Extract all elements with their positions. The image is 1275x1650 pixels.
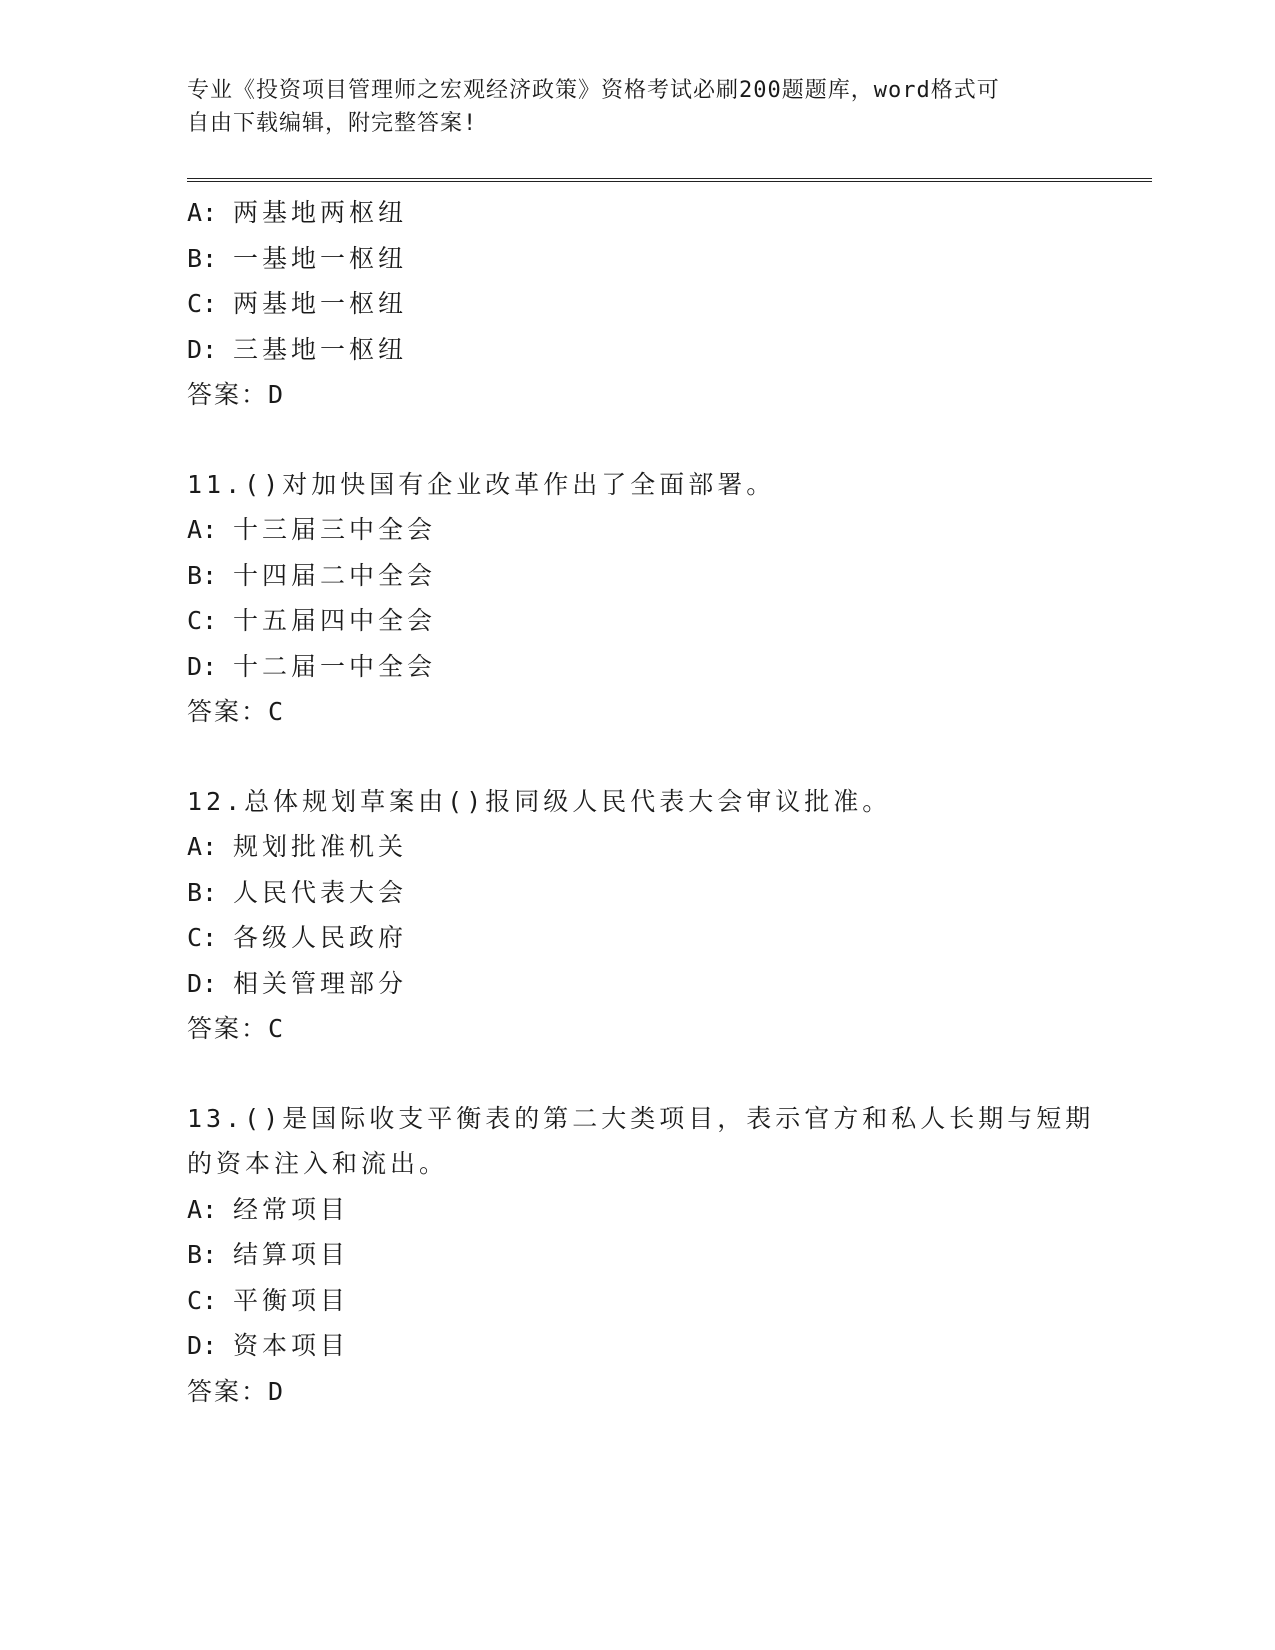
answer: 答案：D — [187, 1376, 286, 1406]
option-d — [187, 327, 1087, 373]
option-text: 三基地一枢纽 — [233, 334, 408, 364]
question-content — [187, 190, 1095, 1414]
option-text: 十二届一中全会 — [233, 651, 437, 681]
option-label: A: — [187, 198, 218, 227]
option-label: D: — [187, 334, 218, 364]
option-label: C: — [187, 1285, 218, 1315]
option-label: D: — [187, 651, 218, 681]
option-text: 相关管理部分 — [233, 968, 408, 998]
option-label: B: — [187, 877, 218, 907]
option-c — [187, 915, 1087, 961]
answer: 答案：C — [187, 1014, 286, 1043]
option-text: 人民代表大会 — [233, 877, 408, 907]
option-text: 十三届三中全会 — [233, 515, 437, 544]
spacer — [187, 735, 1087, 779]
option-label: A: — [187, 832, 218, 861]
option-b — [187, 236, 1087, 282]
option-text: 经常项目 — [233, 1194, 350, 1224]
option-label: B: — [187, 243, 218, 273]
question-12 — [187, 779, 1087, 1052]
option-text: 规划批准机关 — [233, 832, 408, 861]
option-a — [187, 1187, 1087, 1233]
question-13 — [187, 1096, 1095, 1415]
option-b — [187, 1232, 1087, 1278]
option-a — [187, 824, 1087, 870]
option-label: A: — [187, 515, 218, 544]
question-stem: 11.()对加快国有企业改革作出了全面部署。 — [187, 469, 776, 499]
option-label: C: — [187, 606, 218, 635]
option-b — [187, 870, 1087, 916]
option-label: B: — [187, 560, 218, 590]
option-b — [187, 553, 1087, 599]
option-text: 两基地一枢纽 — [233, 289, 408, 318]
option-text: 各级人民政府 — [233, 923, 408, 952]
option-label: A: — [187, 1194, 218, 1224]
option-a — [187, 190, 1087, 236]
answer: 答案：C — [187, 697, 286, 726]
question-stem-line-1: 13.()是国际收支平衡表的第二大类项目，表示官方和私人长期与短期 — [187, 1103, 1095, 1133]
question-stem: 12.总体规划草案由()报同级人民代表大会审议批准。 — [187, 786, 892, 816]
spacer — [187, 418, 1087, 462]
option-c — [187, 1278, 1087, 1324]
option-label: D: — [187, 1331, 218, 1360]
option-label: C: — [187, 923, 218, 952]
header-divider — [187, 178, 1152, 182]
option-c — [187, 598, 1087, 644]
option-text: 十五届四中全会 — [233, 606, 437, 635]
option-text: 两基地两枢纽 — [233, 198, 408, 227]
option-text: 资本项目 — [233, 1331, 350, 1360]
option-text: 十四届二中全会 — [233, 560, 437, 590]
header-title-line-2: 自由下载编辑，附完整答案! — [187, 111, 478, 136]
option-text: 结算项目 — [233, 1240, 350, 1269]
option-a — [187, 507, 1087, 553]
option-d — [187, 644, 1087, 690]
header-title-line-1: 专业《投资项目管理师之宏观经济政策》资格考试必刷200题题库，word格式可 — [187, 78, 1000, 103]
option-label: D: — [187, 968, 218, 998]
question-10 — [187, 190, 1087, 418]
option-d — [187, 1323, 1087, 1369]
option-label: C: — [187, 289, 218, 318]
answer: 答案：D — [187, 380, 286, 409]
option-text: 平衡项目 — [233, 1285, 350, 1315]
option-label: B: — [187, 1240, 218, 1269]
question-stem-line-2: 的资本注入和流出。 — [187, 1149, 449, 1178]
question-11 — [187, 462, 1087, 735]
spacer — [187, 1052, 1087, 1096]
option-c — [187, 281, 1087, 327]
page-header — [187, 74, 1087, 140]
option-text: 一基地一枢纽 — [233, 243, 408, 273]
option-d — [187, 961, 1087, 1007]
